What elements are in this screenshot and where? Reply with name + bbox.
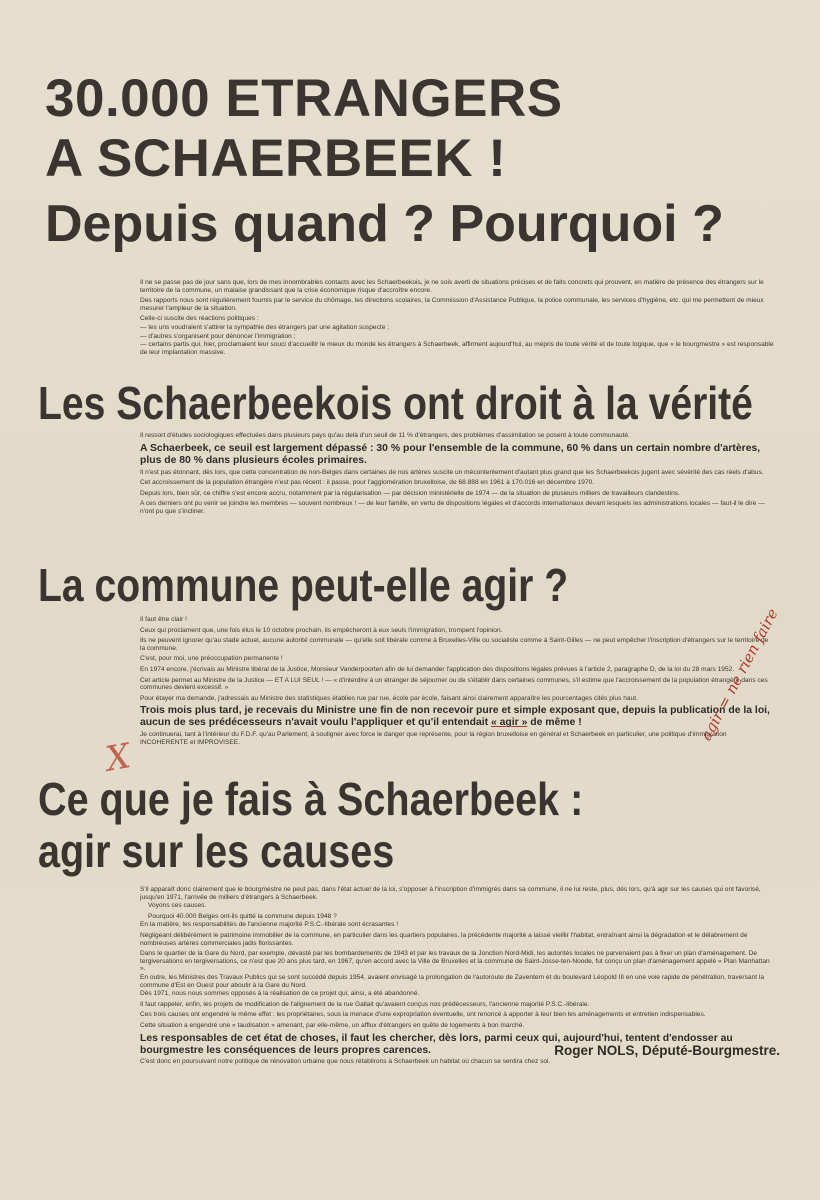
intro-list-item: — les uns voudraient s'attirer la sympathie des étrangers par une agitation suspecte ; [140, 323, 390, 331]
ministry-response-end: de même ! [527, 717, 582, 729]
paragraph: Cet accroissement de la population étrangère n'est pas récent : il passe, pour l'agglomération bruxelloise, de 68.888 en 1961 à 170.016 en décembre 1970. [140, 479, 595, 487]
paragraph: Pour étayer ma demande, j'adressais au Ministre des statistiques établies rue par rue, école par école, faisant ainsi clairement apparaître les pourcentages cités plus haut. [140, 694, 638, 702]
paragraph: C'est, pour moi, une préoccupation permanente ! [140, 655, 283, 663]
section-2-body [140, 616, 775, 750]
paragraph: S'il apparaît donc clairement que le bourgmestre ne peut pas, dans l'état actuel de la loi, s'opposer à l'inscription d'immigrés dans sa commune, il ne lui reste, plus, dès lors, qu'à agir sur les causes qui ont favorisé, jusqu'en 1971, l'arrivée de milliers d'étrangers à Schaerbeek. [140, 886, 761, 901]
section-3-body [140, 886, 775, 1068]
paragraph: Négligeant délibérément le patrimoine immobilier de la commune, en particulier dans les quartiers populaires, la précédente majorité a laissé vieillir l'habitat, entraînant ainsi la dégradation et le délabrement de nombreuses artères commerciales jadis florissantes. [140, 931, 748, 947]
paragraph: Ceux qui proclament que, une fois élus le 10 octobre prochain, ils empêcheront à eux seuls l'immigration, trompent l'opinion. [140, 626, 503, 634]
paragraph: Voyons ces causes. [148, 902, 207, 910]
headline-line-3: Depuis quand ? Pourquoi ? [45, 195, 724, 253]
handwritten-mark: X [102, 736, 134, 780]
ministry-response-text: Trois mois plus tard, je recevais du Ministre une fin de non recevoir pure et simple exposant que, depuis la publication de la loi, aucun de ses prédécesseurs n'avait voulu l'appliquer et qu'il entendait [140, 705, 770, 729]
paragraph: Dans le quartier de la Gare du Nord, par exemple, dévasté par les bombardements de 1943 et par les travaux de la Jonction Nord-Midi, les autorités locales ne parvenaient pas à fixer un plan d'aménagement. De tergiversations en tergiversations, ce n'est que 20 ans plus tard, en 1967, qu'en accord avec la Ville de Bruxelles et la commune de Saint-Josse-ten-Noode, fut conçu un plan d'aménagement appelé « Plan Manhattan ». [140, 950, 770, 973]
section-3-title-line-1: Ce que je fais à Schaerbeek : [38, 773, 584, 825]
paragraph: Il n'est pas étonnant, dès lors, que cette concentration de non-Belges dans certaines de nos artères suscite un mécontentement d'autant plus grand que les Schaerbeekois jugent avec sévérité des cas réels d'abus. [140, 468, 764, 476]
paragraph: Cette situation a engendré une « taudisation » amenant, par elle-même, un afflux d'étrangers en quête de logements à bon marché. [140, 1021, 525, 1029]
intro-list-item: — d'autres s'organisent pour dénoncer l'immigration ; [140, 332, 296, 340]
paragraph: Cet article permet au Ministre de la Justice — ET A LUI SEUL ! — « d'interdire à un étranger de séjourner ou de s'établir dans certaines communes, s'il estime que l'accroissement de la population étrangère dans ces communes devient excessif. » [140, 676, 768, 692]
section-2-title: La commune peut-elle agir ? [38, 559, 569, 611]
paragraph: Je continuerai, tant à l'intérieur du F.D.F. qu'au Parlement, à souligner avec force le danger que représente, pour la région bruxelloise en général et Schaerbeek en particulier, une politique d'immigration INCOHERENTE et IMPROVISEE. [140, 731, 727, 746]
section-1-body [140, 432, 775, 519]
paragraph: Ces trois causes ont engendré le même effet : les propriétaires, sous la menace d'une expropriation éventuelle, ont renoncé à apporter à leur bien les aménagements et entretien indispensables. [140, 1011, 706, 1019]
intro-list-item: — certains partis qui, hier, proclamaient leur souci d'accueillir le mieux du monde les étrangers à Schaerbeek, affirment aujourd'hui, au mépris de toute vérité et de toute logique, que « le bourgmestre » est responsable de leur implantation massive. [140, 341, 774, 356]
paragraph: En la matière, les responsabilités de l'ancienne majorité P.S.C.-libérale sont écrasantes ! [140, 921, 399, 929]
paragraph: Depuis lors, bien sûr, ce chiffre s'est encore accru, notamment par la régularisation — par décision ministérielle de 1974 — de la situation de plusieurs milliers de travailleurs clandestins. [140, 489, 680, 497]
paragraph: Il faut rappeler, enfin, les projets de modification de l'alignement de la rue Gallait qu'avaient conçus nos prédécesseurs, l'ancienne majorité P.S.C.-libérale. [140, 1000, 590, 1008]
headline-line-2: A SCHAERBEEK ! [45, 129, 507, 188]
intro-paragraph: Des rapports nous sont régulièrement fournis par le service du chômage, les directions scolaires, la Commission d'Assistance Publique, la police communale, les services d'hygiène, etc. qui me permettent de mieux mesurer l'ampleur de la situation. [140, 297, 764, 312]
paragraph: C'est donc en poursuivant notre politique de rénovation urbaine que nous rétablirons à Schaerbeek un habitat où chacun se sentira chez soi. [140, 1057, 551, 1065]
paragraph: Dès 1971, nous nous sommes opposés à la réalisation de ce projet qui, ainsi, a été abandonné. [140, 990, 420, 998]
section-3-title-line-2: agir sur les causes [38, 825, 395, 877]
paragraph: Pourquoi 40.000 Belges ont-ils quitté la commune depuis 1948 ? [148, 912, 337, 920]
handwritten-note: agir = ne rien faire [697, 605, 782, 744]
headline-line-1: 30.000 ETRANGERS [45, 69, 563, 128]
ministry-response-paragraph [140, 705, 775, 729]
paragraph: Il faut être clair ! [140, 616, 187, 623]
intro-paragraph: Il ne se passe pas de jour sans que, lors de mes innombrables contacts avec les Schaerbeekois, je ne sois averti de situations précises et de faits concrets qui prouvent, en matière de présence des étrangers sur le territoire de la commune, un malaise grandissant que la crise économique risque d'accroître encore. [140, 279, 764, 294]
intro-paragraph: Celle-ci suscite des réactions politiques : [140, 315, 259, 323]
section-1-title: Les Schaerbeekois ont droit à la vérité [38, 377, 753, 429]
signature: Roger NOLS, Député-Bourgmestre. [554, 1043, 780, 1058]
paragraph: Ils ne peuvent ignorer qu'au stade actuel, aucune autorité communale — qu'elle soit libérale comme à Bruxelles-Ville ou socialiste comme à Saint-Gilles — ne peut empêcher l'inscription d'étrangers sur le territoire de la commune. [140, 637, 769, 652]
paragraph: Il ressort d'études sociologiques effectuées dans plusieurs pays qu'au delà d'un seuil de 11 % d'étrangers, des problèmes d'assimilation se posent à toute communauté. [140, 432, 630, 439]
paragraph: En 1974 encore, j'écrivais au Ministre libéral de la Justice, Monsieur Vanderpoorten afin de lui demander l'application des dispositions légales prévues à l'article 2, paragraphe D, de la loi du 28 mars 1952. [140, 665, 735, 673]
paragraph: En outre, les Ministres des Travaux Publics qui se sont succédé depuis 1954, avaient envisagé la prolongation de l'autoroute de Zaventem et du boulevard Léopold III en une voie rapide de pénétration, traversant la commune d'Est en Ouest pour aboutir à la Gare du Nord. [140, 973, 765, 989]
agir-quote: « agir » [490, 717, 528, 729]
responsibility-paragraph: Les responsables de cet état de choses, il faut les chercher, dès lors, parmi ceux qui, aujourd'hui, tentent d'endosser au bourgmestre les conséquences de leurs propres carences. [140, 1032, 733, 1056]
key-statistics-paragraph: A Schaerbeek, ce seuil est largement dépassé : 30 % pour l'ensemble de la commune, 60 % dans un certain nombre d'artères, plus de 80 % dans plusieurs écoles primaires. [140, 442, 761, 466]
paragraph: A ces derniers ont pu venir se joindre les membres — souvent nombreux ! — de leur famille, en vertu de dispositions légales et d'accords internationaux devant lesquels les administrations locales — faut-il le dire — n'ont pu que s'incliner. [140, 500, 765, 515]
intro-block [140, 279, 775, 359]
